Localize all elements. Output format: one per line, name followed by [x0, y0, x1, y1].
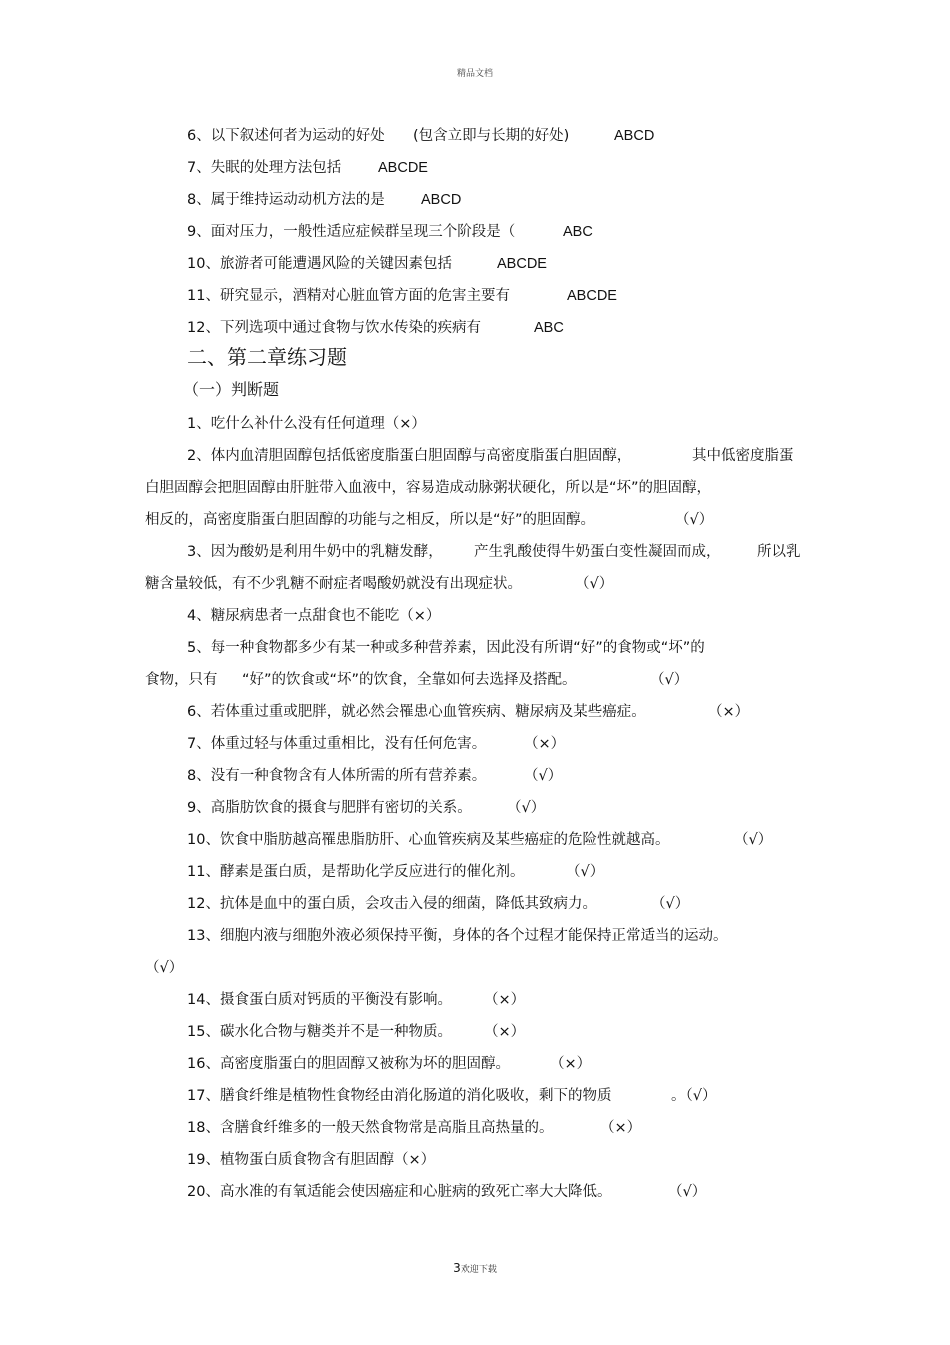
tf-item-2-line-3: 相反的，高密度脂蛋白胆固醇的功能与之相反，所以是“好”的胆固醇。 — [145, 512, 596, 528]
tf-item-5-mark: （√） — [650, 672, 689, 688]
tf-item-20: 20、高水准的有氧适能会使因癌症和心脏病的致死亡率大大降低。 — [187, 1184, 612, 1200]
tf-item-10: 10、饮食中脂肪越高罹患脂肪肝、心血管疾病及某些癌症的危险性就越高。 — [187, 832, 670, 848]
tf-item-14-mark: （×） — [484, 992, 526, 1008]
tf-item-13: 13、细胞内液与细胞外液必须保持平衡，身体的各个过程才能保持正常适当的运动。 — [187, 928, 728, 944]
tf-item-19: 19、植物蛋白质食物含有胆固醇（×） — [187, 1152, 436, 1168]
mc-answer-10: ABCDE — [497, 256, 547, 272]
tf-item-9-mark: （√） — [507, 800, 546, 816]
mc-answer-7: ABCDE — [378, 160, 428, 176]
page-footer — [0, 1261, 950, 1275]
tf-item-5-line-2a: 食物，只有 — [145, 672, 218, 688]
tf-item-2-line-1b: 其中低密度脂蛋 — [692, 448, 794, 464]
mc-question-8: 8、属于维持运动动机方法的是 — [187, 192, 385, 208]
tf-item-18-mark: （×） — [600, 1120, 642, 1136]
mc-answer-11: ABCDE — [567, 288, 617, 304]
tf-item-16: 16、高密度脂蛋白的胆固醇又被称为坏的胆固醇。 — [187, 1056, 510, 1072]
mc-question-10: 10、旅游者可能遭遇风险的关键因素包括 — [187, 256, 452, 272]
mc-question-12: 12、下列选项中通过食物与饮水传染的疾病有 — [187, 320, 481, 336]
tf-item-5-line-2b: “好”的饮食或“坏”的饮食，全靠如何去选择及搭配。 — [242, 672, 577, 688]
tf-item-11: 11、酵素是蛋白质，是帮助化学反应进行的催化剂。 — [187, 864, 525, 880]
footer-text: 欢迎下载 — [460, 1265, 497, 1275]
tf-item-6: 6、若体重过重或肥胖，就必然会罹患心血管疾病、糖尿病及某些癌症。 — [187, 704, 646, 720]
tf-item-2-line-1: 2、体内血清胆固醇包括低密度脂蛋白胆固醇与高密度脂蛋白胆固醇， — [187, 448, 632, 464]
tf-item-8-mark: （√） — [524, 768, 563, 784]
tf-item-18: 18、含膳食纤维多的一般天然食物常是高脂且高热量的。 — [187, 1120, 554, 1136]
page-header: 精品文档 — [456, 69, 493, 79]
tf-item-3-line-1b: 产生乳酸使得牛奶蛋白变性凝固而成， — [474, 544, 721, 560]
section-title: 二、第二章练习题 — [187, 345, 347, 369]
mc-question-6: 6、以下叙述何者为运动的好处 — [187, 128, 385, 144]
mc-answer-9: ABC — [563, 224, 593, 240]
mc-answer-6: ABCD — [614, 128, 655, 144]
tf-item-12-mark: （√） — [651, 896, 690, 912]
tf-item-7-mark: （×） — [524, 736, 566, 752]
tf-item-1: 1、吃什么补什么没有任何道理（×） — [187, 416, 426, 432]
tf-item-5-line-1: 5、每一种食物都多少有某一种或多种营养素，因此没有所谓“好”的食物或“坏”的 — [187, 640, 705, 656]
tf-item-9: 9、高脂肪饮食的摄食与肥胖有密切的关系。 — [187, 800, 472, 816]
tf-item-3-line-1: 3、因为酸奶是利用牛奶中的乳糖发酵， — [187, 544, 443, 560]
tf-item-17-mark: 。（√） — [671, 1088, 717, 1104]
tf-item-20-mark: （√） — [668, 1184, 707, 1200]
mc-answer-8: ABCD — [421, 192, 462, 208]
tf-item-10-mark: （√） — [734, 832, 773, 848]
tf-item-15-mark: （×） — [484, 1024, 526, 1040]
tf-item-8: 8、没有一种食物含有人体所需的所有营养素。 — [187, 768, 487, 784]
tf-item-11-mark: （√） — [566, 864, 605, 880]
tf-item-16-mark: （×） — [550, 1056, 592, 1072]
tf-item-4: 4、糖尿病患者一点甜食也不能吃（×） — [187, 608, 441, 624]
tf-item-2-line-2: 白胆固醇会把胆固醇由肝脏带入血液中，容易造成动脉粥状硬化，所以是“坏”的胆固醇， — [145, 480, 712, 496]
tf-item-13-mark: （√） — [145, 960, 184, 976]
tf-item-3-line-1c: 所以乳 — [757, 544, 801, 560]
tf-item-3-mark: （√） — [575, 576, 614, 592]
tf-item-17: 17、膳食纤维是植物性食物经由消化肠道的消化吸收，剩下的物质 — [187, 1088, 612, 1104]
tf-item-2-mark: （√） — [675, 512, 714, 528]
section-subtitle: （一）判断题 — [183, 380, 280, 399]
mc-question-7: 7、失眠的处理方法包括 — [187, 160, 342, 176]
mc-question-6-note: (包含立即与长期的好处) — [413, 128, 570, 144]
page-number: 3 — [453, 1261, 461, 1275]
tf-item-3-line-2: 糖含量较低，有不少乳糖不耐症者喝酸奶就没有出现症状。 — [145, 576, 522, 592]
mc-question-9: 9、面对压力，一般性适应症候群呈现三个阶段是（ — [187, 224, 516, 240]
tf-item-12: 12、抗体是血中的蛋白质，会攻击入侵的细菌，降低其致病力。 — [187, 896, 597, 912]
tf-item-7: 7、体重过轻与体重过重相比，没有任何危害。 — [187, 736, 487, 752]
tf-item-15: 15、碳水化合物与糖类并不是一种物质。 — [187, 1024, 452, 1040]
mc-question-11: 11、研究显示，酒精对心脏血管方面的危害主要有 — [187, 288, 510, 304]
tf-item-14: 14、摄食蛋白质对钙质的平衡没有影响。 — [187, 992, 452, 1008]
mc-answer-12: ABC — [534, 320, 564, 336]
tf-item-6-mark: （×） — [708, 704, 750, 720]
